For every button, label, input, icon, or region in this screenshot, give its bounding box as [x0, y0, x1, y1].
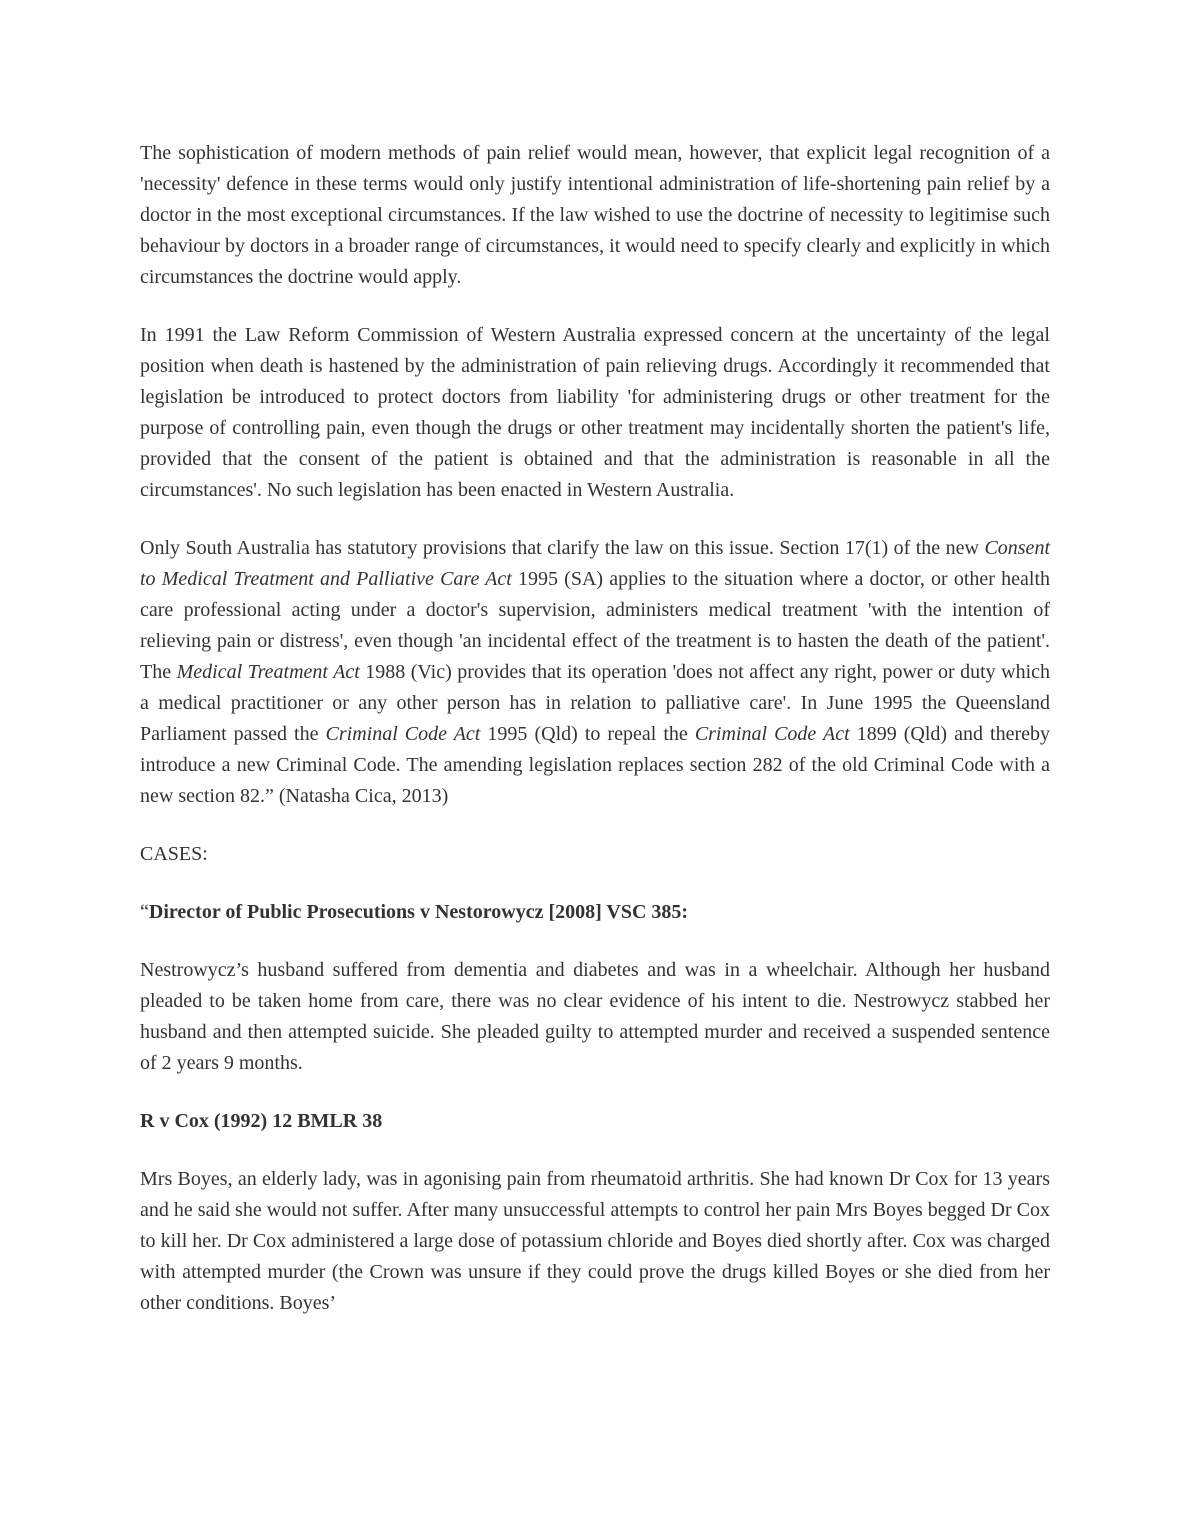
- act-title-criminal-code-1995: Criminal Code Act: [325, 723, 481, 745]
- act-title-criminal-code-1899: Criminal Code Act: [694, 723, 850, 745]
- case-heading-cox: R v Cox (1992) 12 BMLR 38: [140, 1110, 383, 1132]
- cases-heading: CASES:: [140, 843, 208, 865]
- act-title-medical-treatment: Medical Treatment Act: [176, 661, 360, 683]
- paragraph-law-reform-commission: In 1991 the Law Reform Commission of Western Australia expressed concern at the uncertainty of the legal position when death is hastened by the administration of pain relieving drugs. Accordingly it recommended that legislation be introduced to protect doctors from liability 'for administering drugs or other treatment for the purpose of controlling pain, even though the drugs or other treatment may incidentally shorten the patient's life, provided that the consent of the patient is obtained and that the administration is reasonable in all the circumstances'. No such legislation has been enacted in Western Australia.: [140, 324, 1050, 501]
- opening-quote-mark: “: [140, 901, 149, 923]
- text-run: Only South Australia has statutory provisions that clarify the law on this issue. Section 17(1) of the new: [140, 537, 985, 559]
- case-body-nestorowycz: Nestrowycz’s husband suffered from dementia and diabetes and was in a wheelchair. Although her husband pleaded to be taken home from care, there was no clear evidence of his intent to die. Nestrowycz stabbed her husband and then attempted suicide. She pleaded guilty to attempted murder and received a suspended sentence of 2 years 9 months.: [140, 959, 1050, 1074]
- case-title-nestorowycz: Director of Public Prosecutions v Nestorowycz [2008] VSC 385:: [148, 901, 689, 923]
- case-body-cox: Mrs Boyes, an elderly lady, was in agonising pain from rheumatoid arthritis. She had known Dr Cox for 13 years and he said she would not suffer. After many unsuccessful attempts to control her pain Mrs Boyes begged Dr Cox to kill her. Dr Cox administered a large dose of potassium chloride and Boyes died shortly after. Cox was charged with attempted murder (the Crown was unsure if they could prove the drugs killed Boyes or she died from her other conditions. Boyes’: [140, 1168, 1050, 1314]
- text-run: 1899 (Qld) and thereby introduce a new Criminal Code. The amending legislation replaces section 282 of the old Criminal Code with a new section 82.” (Natasha Cica, 2013): [140, 723, 1051, 807]
- text-run: 1988 (Vic) provides that its operation 'does not affect any right, power or duty which a medical practitioner or any other person has in relation to palliative care'. In June 1995 the Queensland Parliament passed the: [140, 661, 1051, 745]
- text-run: 1995 (SA) applies to the situation where a doctor, or other health care professional acting under a doctor's supervision, administers medical treatment 'with the intention of relieving pain or distress', even though 'an incidental effect of the treatment is to hasten the death of the patient'. The: [140, 568, 1051, 683]
- paragraph-statutory-provisions: [140, 533, 1050, 812]
- paragraph-necessity-defence: The sophistication of modern methods of pain relief would mean, however, that explicit legal recognition of a 'necessity' defence in these terms would only justify intentional administration of life-shortening pain relief by a doctor in the most exceptional circumstances. If the law wished to use the doctrine of necessity to legitimise such behaviour by doctors in a broader range of circumstances, it would need to specify clearly and explicitly in which circumstances the doctrine would apply.: [140, 142, 1050, 288]
- act-title-consent-to-medical-treatment: Consent to Medical Treatment and Palliative Care Act: [140, 537, 1050, 590]
- text-run: 1995 (Qld) to repeal the: [480, 723, 695, 745]
- case-heading-nestorowycz: [140, 897, 1050, 928]
